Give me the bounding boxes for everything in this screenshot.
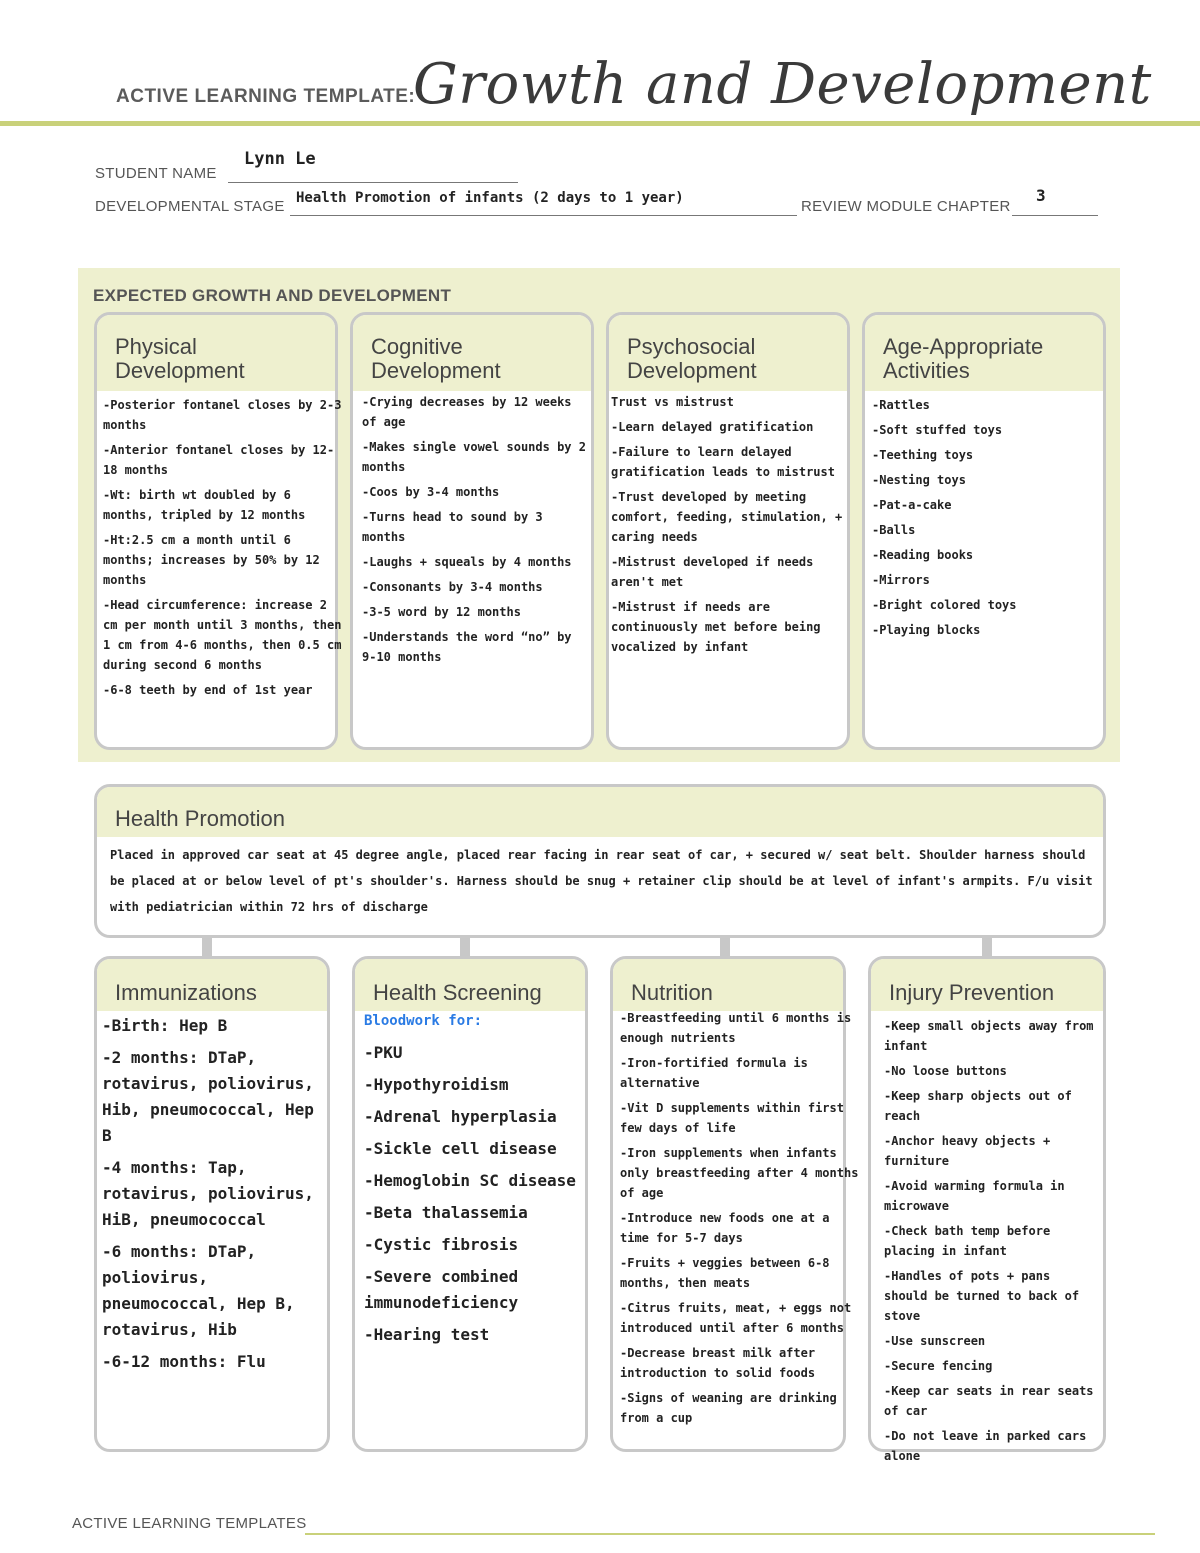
- list-item: -Nesting toys: [872, 473, 966, 487]
- health-screening-title: Health Screening: [373, 980, 542, 1005]
- psychosocial-title-line1: Psychosocial: [627, 334, 756, 359]
- injury-prevention-header: [871, 959, 1103, 1011]
- student-name-value[interactable]: Lynn Le: [244, 149, 316, 169]
- list-item: -Consonants by 3-4 months: [362, 580, 543, 594]
- list-item: -Failure to learn delayed gratification leads to mistrust: [611, 445, 835, 479]
- list-item: -Birth: Hep B: [102, 1016, 228, 1035]
- activities-title-line2: Activities: [883, 358, 970, 383]
- list-item: -2 months: DTaP, rotavirus, poliovirus, Hib, pneumococcal, Hep B: [102, 1048, 314, 1145]
- list-item: -Adrenal hyperplasia: [364, 1107, 557, 1126]
- list-item: -Mirrors: [872, 573, 930, 587]
- list-item: -Coos by 3-4 months: [362, 485, 500, 499]
- immunizations-list: [102, 1013, 328, 1381]
- list-item: -Wt: birth wt doubled by 6 months, tripled by 12 months: [103, 488, 306, 522]
- list-item: -Understands the word “no” by 9-10 months: [362, 630, 572, 664]
- list-item: -Mistrust if needs are continuously met before being vocalized by infant: [611, 600, 821, 654]
- list-item: -Vit D supplements within first few days of life: [620, 1101, 844, 1135]
- list-item: -Introduce new foods one at a time for 5-7 days: [620, 1211, 830, 1245]
- list-item: -Posterior fontanel closes by 2-3 months: [103, 398, 342, 432]
- footer-divider: [305, 1533, 1155, 1535]
- age-appropriate-activities-title: [883, 335, 1043, 383]
- list-item: -Keep sharp objects out of reach: [884, 1089, 1072, 1123]
- list-item: -3-5 word by 12 months: [362, 605, 521, 619]
- injury-prevention-list: [884, 1016, 1098, 1471]
- nutrition-title: Nutrition: [631, 980, 713, 1005]
- physical-development-header: [97, 315, 335, 391]
- list-item: -Laughs + squeals by 4 months: [362, 555, 572, 569]
- list-item: -Secure fencing: [884, 1359, 993, 1373]
- list-item: -Crying decreases by 12 weeks of age: [362, 395, 572, 429]
- list-item: -Hemoglobin SC disease: [364, 1171, 576, 1190]
- developmental-stage-label: DEVELOPMENTAL STAGE: [95, 198, 285, 215]
- nutrition-list: [620, 1008, 860, 1433]
- health-promotion-text: Placed in approved car seat at 45 degree angle, placed rear facing in rear seat of car, + secured w/ seat belt. Shoulder harness should be placed at or below level of pt's shoulder's. Harness should be snug + retainer clip should be at level of infant's armpits. F/u visit with pediatrician within 72 hrs of discharge: [110, 848, 1093, 914]
- health-screening-list: [364, 1008, 590, 1354]
- bloodwork-label: Bloodwork for:: [364, 1013, 483, 1029]
- cognitive-title-line1: Cognitive: [371, 334, 463, 359]
- template-label: ACTIVE LEARNING TEMPLATE:: [116, 86, 416, 107]
- list-item: -Keep small objects away from infant: [884, 1019, 1094, 1053]
- list-item: -Bright colored toys: [872, 598, 1017, 612]
- injury-prevention-title: Injury Prevention: [889, 980, 1055, 1005]
- list-item: -Learn delayed gratification: [611, 420, 814, 434]
- list-item: -Severe combined immunodeficiency: [364, 1267, 519, 1312]
- list-item: -Trust developed by meeting comfort, feeding, stimulation, + caring needs: [611, 490, 843, 544]
- age-appropriate-activities-header: [865, 315, 1103, 391]
- list-item: -Balls: [872, 523, 916, 537]
- review-module-chapter-line: [1012, 215, 1098, 216]
- list-item: -Iron supplements when infants only breastfeeding after 4 months of age: [620, 1146, 859, 1200]
- list-item: -Anterior fontanel closes by 12-18 months: [103, 443, 335, 477]
- health-screening-header: [355, 959, 585, 1011]
- list-item: -Breastfeeding until 6 months is enough nutrients: [620, 1011, 852, 1045]
- physical-title-line1: Physical: [115, 334, 197, 359]
- student-name-label: STUDENT NAME: [95, 165, 217, 182]
- cognitive-development-header: [353, 315, 591, 391]
- list-item: -Teething toys: [872, 448, 974, 462]
- list-item: -6 months: DTaP, poliovirus, pneumococcal, Hep B, rotavirus, Hib: [102, 1242, 295, 1339]
- list-item: -Makes single vowel sounds by 2 months: [362, 440, 586, 474]
- list-item: -Use sunscreen: [884, 1334, 986, 1348]
- physical-development-list: [103, 395, 343, 705]
- age-appropriate-activities-list: [872, 395, 1102, 645]
- list-item: -Sickle cell disease: [364, 1139, 557, 1158]
- list-item: -Avoid warming formula in microwave: [884, 1179, 1065, 1213]
- health-promotion-header: [97, 787, 1103, 837]
- list-item: -Head circumference: increase 2 cm per month until 3 months, then 1 cm from 4-6 months, then 0.5 cm during second 6 months: [103, 598, 342, 672]
- psychosocial-development-title: [627, 335, 757, 383]
- immunizations-title: Immunizations: [115, 980, 257, 1005]
- list-item: -Pat-a-cake: [872, 498, 952, 512]
- review-module-chapter-value[interactable]: 3: [1036, 186, 1046, 205]
- connector: [202, 936, 212, 958]
- list-item: -PKU: [364, 1043, 403, 1062]
- expected-growth-title: EXPECTED GROWTH AND DEVELOPMENT: [93, 286, 452, 305]
- list-item: -Cystic fibrosis: [364, 1235, 519, 1254]
- list-item: -Playing blocks: [872, 623, 981, 637]
- list-item: -Turns head to sound by 3 months: [362, 510, 543, 544]
- list-item: -Hearing test: [364, 1325, 490, 1344]
- physical-development-title: [115, 335, 245, 383]
- connector: [720, 936, 730, 958]
- physical-title-line2: Development: [115, 358, 245, 383]
- list-item: -Handles of pots + pans should be turned to back of stove: [884, 1269, 1080, 1323]
- list-item: -No loose buttons: [884, 1064, 1007, 1078]
- list-item: -Anchor heavy objects + furniture: [884, 1134, 1051, 1168]
- immunizations-header: [97, 959, 327, 1011]
- list-item: -Keep car seats in rear seats of car: [884, 1384, 1094, 1418]
- list-item: -Beta thalassemia: [364, 1203, 528, 1222]
- list-item: -6-12 months: Flu: [102, 1352, 266, 1371]
- list-item: -Reading books: [872, 548, 974, 562]
- developmental-stage-value[interactable]: Health Promotion of infants (2 days to 1 year): [296, 190, 684, 206]
- connector: [460, 936, 470, 958]
- cognitive-title-line2: Development: [371, 358, 501, 383]
- page-title: Growth and Development: [413, 52, 1152, 117]
- list-item: -Iron-fortified formula is alternative: [620, 1056, 808, 1090]
- list-item: -Signs of weaning are drinking from a cup: [620, 1391, 837, 1425]
- header-divider: [0, 121, 1200, 126]
- psychosocial-development-header: [609, 315, 847, 391]
- health-promotion-title: Health Promotion: [115, 806, 285, 831]
- list-item: -Do not leave in parked cars alone: [884, 1429, 1087, 1463]
- developmental-stage-line: [290, 215, 797, 216]
- list-item: -4 months: Tap, rotavirus, poliovirus, HiB, pneumococcal: [102, 1158, 314, 1229]
- review-module-chapter-label: REVIEW MODULE CHAPTER: [801, 198, 1011, 215]
- psychosocial-development-list: [611, 392, 849, 662]
- list-item: -6-8 teeth by end of 1st year: [103, 683, 313, 697]
- list-item: -Check bath temp before placing in infant: [884, 1224, 1051, 1258]
- list-item: -Decrease breast milk after introduction to solid foods: [620, 1346, 816, 1380]
- list-item: -Ht:2.5 cm a month until 6 months; increases by 50% by 12 months: [103, 533, 320, 587]
- list-item: -Fruits + veggies between 6-8 months, then meats: [620, 1256, 830, 1290]
- list-item: -Mistrust developed if needs aren't met: [611, 555, 814, 589]
- cognitive-development-list: [362, 392, 592, 672]
- connector: [982, 936, 992, 958]
- activities-title-line1: Age-Appropriate: [883, 334, 1044, 359]
- list-item: -Soft stuffed toys: [872, 423, 1003, 437]
- psychosocial-title-line2: Development: [627, 358, 757, 383]
- list-item: -Hypothyroidism: [364, 1075, 509, 1094]
- footer-label: ACTIVE LEARNING TEMPLATES: [72, 1515, 307, 1532]
- list-item: Trust vs mistrust: [611, 395, 734, 409]
- cognitive-development-title: [371, 335, 501, 383]
- nutrition-header: [613, 959, 843, 1011]
- list-item: -Rattles: [872, 398, 930, 412]
- student-name-line: [228, 182, 518, 183]
- list-item: -Citrus fruits, meat, + eggs not introduced until after 6 months: [620, 1301, 852, 1335]
